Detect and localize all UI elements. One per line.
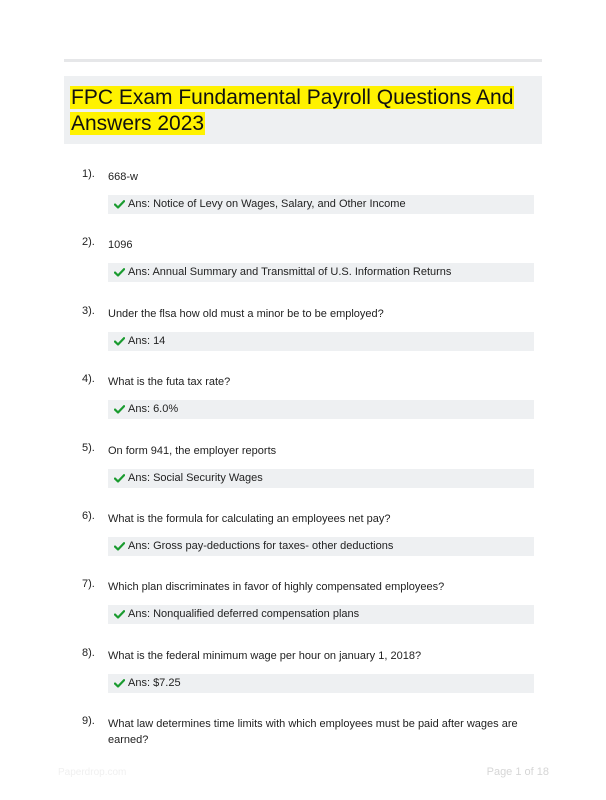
check-icon (114, 610, 125, 619)
check-icon (114, 679, 125, 688)
question-number: 6). (82, 510, 95, 522)
question-text: What is the federal minimum wage per hour on january 1, 2018? (108, 650, 422, 662)
footer-watermark: Paperdrop.com (58, 767, 127, 778)
question-text: Under the flsa how old must a minor be to be employed? (108, 308, 384, 320)
document-title: FPC Exam Fundamental Payroll Questions And Answers 2023 (71, 86, 514, 135)
question-text: Which plan discriminates in favor of highly compensated employees? (108, 581, 445, 593)
answer-box (108, 195, 534, 214)
top-divider (64, 59, 542, 62)
question-number: 5). (82, 442, 95, 454)
question-number: 4). (82, 373, 95, 385)
answer-text: Ans: Notice of Levy on Wages, Salary, and Other Income (128, 198, 406, 210)
question-text: What is the formula for calculating an employees net pay? (108, 513, 391, 525)
check-icon (114, 405, 125, 414)
answer-box (108, 263, 534, 282)
question-number: 2). (82, 236, 95, 248)
answer-text: Ans: Gross pay-deductions for taxes- other deductions (128, 540, 394, 552)
check-icon (114, 474, 125, 483)
answer-box (108, 469, 534, 488)
check-icon (114, 542, 125, 551)
question-number: 9). (82, 715, 95, 727)
answer-text: Ans: Nonqualified deferred compensation plans (128, 608, 360, 620)
question-text: What law determines time limits with which employees must be paid after wages are earned? (108, 718, 518, 746)
answer-text: Ans: 6.0% (128, 403, 179, 415)
question-text: On form 941, the employer reports (108, 445, 277, 457)
question-text: What is the futa tax rate? (108, 376, 231, 388)
check-icon (114, 200, 125, 209)
question-number: 3). (82, 305, 95, 317)
answer-box (108, 400, 534, 419)
answer-text: Ans: $7.25 (128, 677, 181, 689)
answer-box (108, 332, 534, 351)
answer-text: Ans: Social Security Wages (128, 472, 263, 484)
question-text: 1096 (108, 239, 133, 251)
question-number: 8). (82, 647, 95, 659)
question-text: 668-w (108, 171, 138, 183)
answer-box (108, 674, 534, 693)
question-number: 1). (82, 168, 95, 180)
page-number: Page 1 of 18 (486, 766, 549, 778)
question-number: 7). (82, 578, 95, 590)
check-icon (114, 268, 125, 277)
answer-text: Ans: Annual Summary and Transmittal of U.S. Information Returns (128, 266, 452, 278)
answer-box (108, 537, 534, 556)
answer-box (108, 605, 534, 624)
check-icon (114, 337, 125, 346)
answer-text: Ans: 14 (128, 335, 166, 347)
